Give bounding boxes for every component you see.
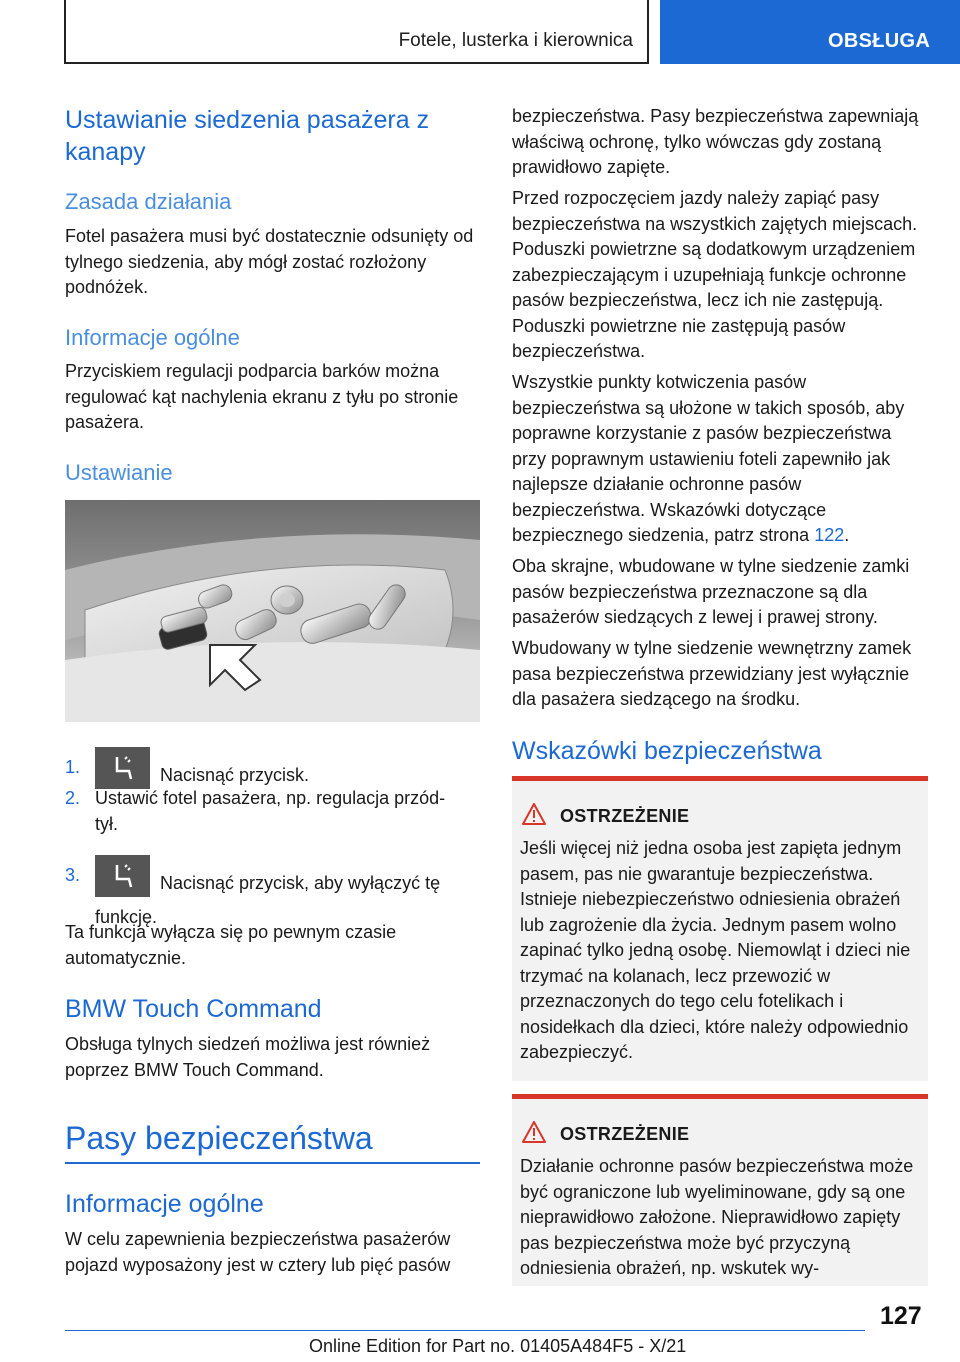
warning-title: OSTRZEŻENIE bbox=[560, 1124, 690, 1144]
list-item bbox=[65, 786, 480, 838]
seat-button-icon bbox=[95, 747, 150, 789]
paragraph-belts-protection: bezpieczeństwa. Pasy bezpieczeństwa zapewniają właściwą ochronę, tylko wówczas gdy zostaną prawidłowo zapięte. bbox=[512, 106, 919, 177]
heading-general: Informacje ogólne bbox=[65, 325, 240, 350]
chapter-tab-label: OBSŁUGA bbox=[828, 30, 931, 52]
page-reference-link[interactable]: 122 bbox=[814, 525, 845, 545]
heading-safety-notes: Wskazówki bezpieczeństwa bbox=[512, 737, 822, 765]
warning-text: Jeśli więcej niż jedna osoba jest zapięta jednym pasem, pas nie gwarantuje bezpieczeństwa. Istnieje niebezpieczeństwo odniesienia obrażeń lub zagrożenie dla życia. Jednym pasem wolno zapinać tylko jedną osobę. Niemowląt i dzieci nie trzymać na kolanach, lecz przewozić w przeznaczonych do tego celu fotelikach i nosidełkach dla dzieci, które należy odpowiednio zabezpieczyć. bbox=[520, 838, 911, 1062]
warning-bar bbox=[512, 776, 928, 781]
seat-controls-photo bbox=[65, 500, 480, 722]
section-title: Fotele, lusterka i kierownica bbox=[398, 30, 633, 51]
footer-edition: Online Edition for Part no. 01405A484F5 - X/21 bbox=[309, 1336, 687, 1356]
paragraph-belts-before-drive: Przed rozpoczęciem jazdy należy zapiąć pasy bezpieczeństwa na wszystkich zajętych miejscach. Poduszki powietrzne są dodatkowym urządzeniem zabezpieczającym i uzupełniają funkcje ochronne pasów bezpieczeństwa, lecz ich nie zastępują. Poduszki powietrzne nie zastępują pasów bezpieczeństwa. bbox=[512, 188, 918, 361]
warning-triangle-icon bbox=[522, 1121, 546, 1143]
step-number: 1. bbox=[65, 757, 81, 777]
heading-seat-adjust: Ustawianie siedzenia pasażera z kanapy bbox=[65, 106, 430, 166]
warning-box bbox=[512, 776, 928, 1081]
warning-title: OSTRZEŻENIE bbox=[560, 806, 690, 826]
page-number: 127 bbox=[880, 1302, 922, 1330]
heading-seat-belts: Pasy bezpieczeństwa bbox=[65, 1120, 373, 1156]
paragraph-general: Przyciskiem regulacji podparcia barków można regulować kąt nachylenia ekranu z tyłu po stronie pasażera. bbox=[65, 361, 459, 432]
paragraph-anchor-end: . bbox=[844, 525, 850, 545]
header-frame bbox=[64, 0, 649, 64]
paragraph-bmw-touch-command: Obsługa tylnych siedzeń możliwa jest również poprzez BMW Touch Command. bbox=[65, 1034, 431, 1080]
list-item bbox=[65, 755, 480, 785]
paragraph-auto-off: Ta funkcja wyłącza się po pewnym czasie automatycznie. bbox=[65, 922, 397, 968]
heading-setting: Ustawianie bbox=[65, 460, 173, 485]
warning-box bbox=[512, 1094, 928, 1286]
step-text: Nacisnąć przycisk, aby wyłączyć tę funkcję. bbox=[95, 872, 441, 927]
warning-text: Działanie ochronne pasów bezpieczeństwa może być ograniczone lub wyeliminowane, gdy są one nieprawidłowo założone. Nieprawidłowo zapięty pas bezpieczeństwa może być przyczyną odniesienia obrażeń, np. wskutek wy- bbox=[520, 1156, 914, 1278]
heading-principle: Zasada działania bbox=[65, 189, 232, 214]
paragraph-anchor-points bbox=[512, 370, 928, 549]
paragraph-principle: Fotel pasażera musi być dostatecznie odsunięty od tylnego siedzenia, aby mógł zostać rozłożony podnóżek. bbox=[65, 226, 474, 297]
warning-triangle-icon bbox=[522, 803, 546, 825]
seat-button-icon bbox=[95, 855, 150, 897]
warning-bar bbox=[512, 1094, 928, 1099]
footer-rule bbox=[65, 1330, 865, 1331]
list-item bbox=[65, 863, 480, 927]
step-number: 2. bbox=[65, 788, 81, 808]
paragraph-anchor-text: Wszystkie punkty kotwiczenia pasów bezpieczeństwa są ułożone w takich sposób, aby poprawne korzystanie z pasów bezpieczeństwa przy poprawnym ustawieniu foteli zapewniło jak najlepsze działanie ochronne pasów bezpieczeństwa. Wskazówki dotyczące bezpiecznego siedzenia, patrz strona bbox=[512, 372, 905, 545]
step-text: Ustawić fotel pasażera, np. regulacja przód-tył. bbox=[95, 788, 446, 834]
step-text: Nacisnąć przycisk. bbox=[160, 764, 310, 785]
heading-general-belts: Informacje ogólne bbox=[65, 1190, 264, 1218]
step-number: 3. bbox=[65, 865, 81, 885]
paragraph-outer-buckles: Oba skrajne, wbudowane w tylne siedzenie zamki pasów bezpieczeństwa przeznaczone są dla pasażerów siedzących z lewej i prawej strony. bbox=[512, 556, 910, 627]
heading-underline bbox=[65, 1162, 480, 1164]
chapter-tab[interactable] bbox=[660, 0, 960, 64]
heading-bmw-touch-command: BMW Touch Command bbox=[65, 995, 322, 1023]
paragraph-center-buckle: Wbudowany w tylne siedzenie wewnętrzny zamek pasa bezpieczeństwa przewidziany jest wyłącznie dla pasażera siedzącego na środku. bbox=[512, 638, 912, 709]
paragraph-belts-intro: W celu zapewnienia bezpieczeństwa pasażerów pojazd wyposażony jest w cztery lub pięć pasów bbox=[65, 1229, 451, 1275]
